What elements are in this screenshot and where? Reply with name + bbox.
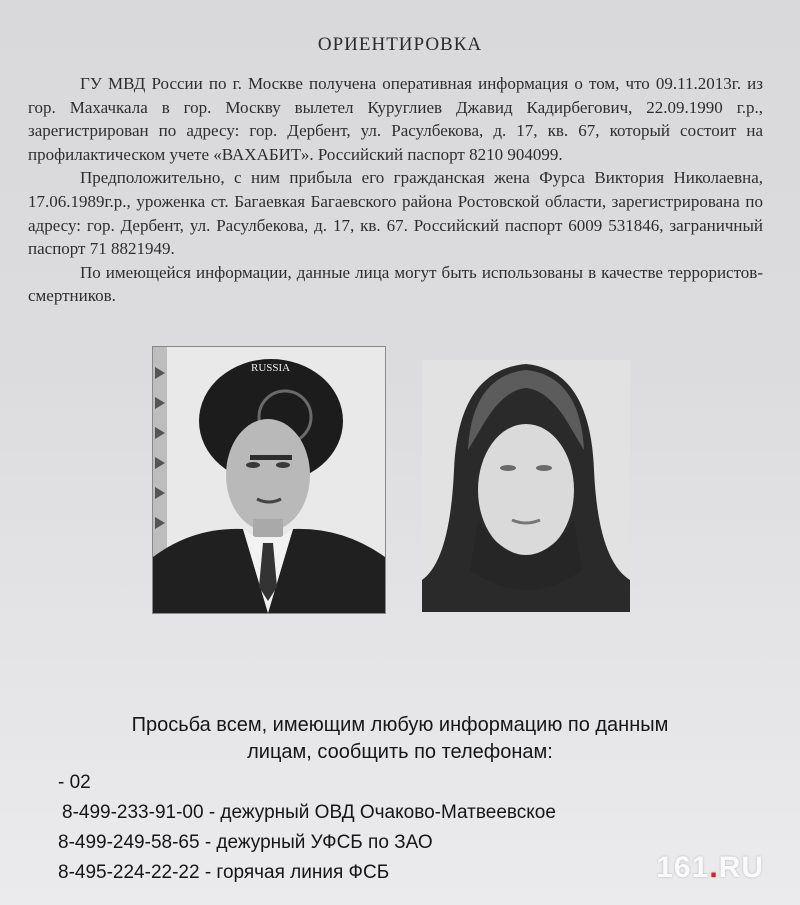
paragraph-3: По имеющейся информации, данные лица могут быть использованы в качестве террористов-смертников.	[28, 262, 763, 306]
watermark-dot: .	[709, 851, 719, 884]
contact-list	[58, 768, 698, 888]
document-body	[28, 72, 763, 308]
male-passport-photo	[152, 346, 386, 614]
contact-row: - 02	[58, 772, 91, 793]
contact-row: 8-499-249-58-65 - дежурный УФСБ по ЗАО	[58, 832, 433, 853]
contact-row: 8-495-224-22-22 - горячая линия ФСБ	[58, 862, 390, 883]
photo-stamp-text: RUSSIA	[251, 362, 291, 374]
female-passport-photo	[422, 360, 630, 612]
appeal-line-2: лицам, сообщить по телефонам:	[247, 741, 553, 763]
watermark-tld: RU	[718, 851, 764, 884]
document-title: ОРИЕНТИРОВКА	[317, 34, 483, 55]
appeal-line-1: Просьба всем, имеющим любую информацию по данным	[131, 714, 669, 736]
contact-row: 8-499-233-91-00 - дежурный ОВД Очаково-Матвеевское	[62, 802, 556, 823]
paragraph-2: Предположительно, с ним прибыла его гражданская жена Фурса Виктория Николаевна, 17.06.1989г.р., уроженка ст. Багаевкая Багаевского района Ростовской области, зарегистрирована по адресу: гор. Дербент, ул. Расулбекова, д. 17, кв. 67. Российский паспорт 6009 531846, заграничный паспорт 71 8821949.	[28, 168, 763, 259]
site-watermark	[656, 851, 764, 885]
paragraph-1: ГУ МВД России по г. Москве получена оперативная информация о том, что 09.11.2013г. из гор. Махачкала в гор. Москву вылетел Куруглиев Джавид Кадирбегович, 22.09.1990 г.р., зарегистрирован по адресу: гор. Дербент, ул. Расулбекова, д. 17, кв. 67, который состоит на профилактическом учете «ВАХАБИТ». Российский паспорт 8210 904099.	[28, 74, 763, 164]
watermark-main: 161	[656, 851, 710, 884]
appeal-text	[40, 712, 760, 766]
